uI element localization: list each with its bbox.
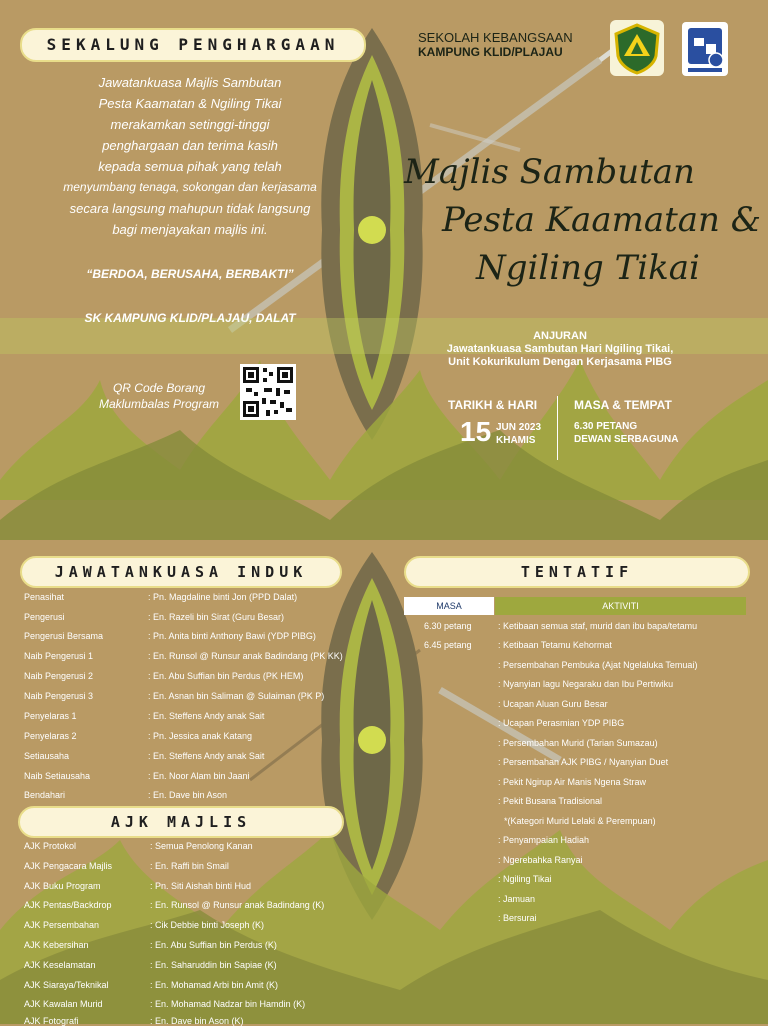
committee-member: : En. Steffens Andy anak Sait [148, 711, 265, 721]
ajk-member: : Semua Penolong Kanan [150, 841, 253, 851]
committee-role: Penyelaras 2 [24, 731, 77, 741]
committee-member: : En. Asnan bin Saliman @ Sulaiman (PK P) [148, 691, 325, 701]
organizer-line1: Jawatankuasa Sambutan Hari Ngiling Tikai, [446, 343, 674, 355]
committee-member: : En. Runsol @ Runsur anak Badindang (PK KK) [148, 651, 343, 661]
schedule-activity: : Jamuan [498, 894, 536, 904]
committee-role: Bendahari [24, 790, 66, 800]
gratitude-message [40, 72, 340, 240]
qr-caption [84, 380, 234, 412]
ajk-member: : Pn. Siti Aishah binti Hud [150, 881, 252, 891]
schedule-activity: : Ucapan Aluan Guru Besar [498, 699, 608, 709]
ajk-member: : En. Abu Suffian bin Perdus (K) [150, 940, 277, 950]
ajk-member: : En. Runsol @ Runsur anak Badindang (K) [150, 900, 325, 910]
ajk-role: AJK Pengacara Majlis [24, 861, 113, 871]
ajk-role: AJK Protokol [24, 841, 77, 851]
school-crest-icon [610, 20, 664, 76]
ajk-role: AJK Pentas/Backdrop [24, 900, 112, 910]
committee-role: Penasihat [24, 592, 65, 602]
ajk-role: AJK Keselamatan [24, 960, 96, 970]
committee-role: Naib Pengerusi 2 [24, 671, 94, 681]
committee-title: JAWATANKUASA INDUK [54, 563, 308, 581]
schedule-activity: : Persembahan Pembuka (Ajat Ngelaluka Temuai) [498, 660, 698, 670]
ajk-member: : En. Dave bin Ason (K) [150, 1016, 244, 1026]
event-title-line2: Pesta Kaamatan & [442, 200, 762, 240]
ajk-member: : En. Saharuddin bin Sapiae (K) [150, 960, 277, 970]
committee-member: : En. Abu Suffian bin Perdus (PK HEM) [148, 671, 304, 681]
ajk-role: AJK Buku Program [24, 881, 101, 891]
pibg-25-logo [682, 22, 728, 76]
ajk-role: AJK Kebersihan [24, 940, 89, 950]
organizer [410, 330, 710, 369]
schedule-activity: : Persembahan AJK PIBG / Nyanyian Duet [498, 757, 669, 767]
ajk-member: : En. Mohamad Arbi bin Amit (K) [150, 980, 279, 990]
committee-member: : Pn. Anita binti Anthony Bawi (YDP PIBG) [148, 631, 316, 641]
schedule-header-time: MASA [404, 597, 494, 615]
gratitude-line: bagi menjayakan majlis ini. [112, 222, 268, 237]
schedule-title: TENTATIF [520, 563, 634, 581]
schedule-activity: : Bersurai [498, 913, 537, 923]
venue-place: DEWAN SERBAGUNA [574, 434, 679, 445]
schedule-time: 6.30 petang [424, 621, 472, 631]
venue-label: MASA & TEMPAT [574, 398, 672, 412]
committee-member: : En. Noor Alam bin Jaani [148, 771, 250, 781]
committee-member: : Pn. Jessica anak Katang [148, 731, 253, 741]
date-day: 15 [460, 416, 492, 447]
schedule-activity: : Ngerebahka Ranyai [498, 855, 583, 865]
schedule-activity: : Nyanyian lagu Negaraku dan Ibu Pertiwiku [498, 679, 674, 689]
award-title-pill [20, 28, 366, 62]
committee-member: : En. Steffens Andy anak Sait [148, 751, 265, 761]
gratitude-line: menyumbang tenaga, sokongan dan kerjasama [63, 180, 317, 194]
schedule-activity: *(Kategori Murid Lelaki & Perempuan) [504, 816, 656, 826]
committee-role: Naib Pengerusi 3 [24, 691, 94, 701]
ajk-role: AJK Kawalan Murid [24, 999, 103, 1009]
signature: SK KAMPUNG KLID/PLAJAU, DALAT [84, 311, 296, 325]
gratitude-line: kepada semua pihak yang telah [98, 159, 282, 174]
gratitude-line: merakamkan setinggi-tinggi [110, 117, 270, 132]
gratitude-line: Jawatankuasa Majlis Sambutan [98, 75, 282, 90]
school-name [418, 30, 573, 59]
ajk-member: : En. Mohamad Nadzar bin Hamdin (K) [150, 999, 306, 1009]
schedule-activity: : Ketibaan Tetamu Kehormat [498, 640, 612, 650]
ajk-role: AJK Persembahan [24, 920, 100, 930]
qr-caption-line1: QR Code Borang [112, 381, 206, 395]
ajk-title-pill [18, 806, 344, 838]
committee-role: Pengerusi [24, 612, 65, 622]
venue-time: 6.30 PETANG [574, 421, 638, 432]
committee-member: : En. Razeli bin Sirat (Guru Besar) [148, 612, 285, 622]
ajk-member: : En. Raffi bin Smail [150, 861, 229, 871]
schedule-activity: : Penyampaian Hadiah [498, 835, 590, 845]
motto: “BERDOA, BERUSAHA, BERBAKTI” [86, 267, 294, 281]
schedule-activity: : Persembahan Murid (Tarian Sumazau) [498, 738, 658, 748]
schedule-activity: : Pekit Busana Tradisional [498, 796, 603, 806]
date-weekday: KHAMIS [496, 435, 536, 446]
ajk-member: : Cik Debbie binti Joseph (K) [150, 920, 265, 930]
organizer-label: ANJURAN [533, 330, 587, 342]
schedule-header-activity: AKTIVITI [495, 597, 746, 615]
event-title-line1: Majlis Sambutan [404, 152, 695, 192]
committee-member: : Pn. Magdaline binti Jon (PPD Dalat) [148, 592, 298, 602]
committee-member: : En. Dave bin Ason [148, 790, 228, 800]
committee-title-pill [20, 556, 342, 588]
date-label: TARIKH & HARI [448, 398, 538, 412]
ajk-title: AJK MAJLIS [110, 813, 252, 831]
committee-role: Naib Setiausaha [24, 771, 91, 781]
schedule-activity: : Ketibaan semua staf, murid dan ibu bapa/tetamu [498, 621, 698, 631]
committee-role: Naib Pengerusi 1 [24, 651, 94, 661]
ajk-role: AJK Siaraya/Teknikal [24, 980, 109, 990]
ajk-role: AJK Fotografi [24, 1016, 79, 1026]
schedule-activity: : Ucapan Perasmian YDP PIBG [498, 718, 625, 728]
committee-role: Pengerusi Bersama [24, 631, 104, 641]
schedule-activity: : Pekit Ngirup Air Manis Ngena Straw [498, 777, 647, 787]
gratitude-line: secara langsung mahupun tidak langsung [69, 201, 311, 216]
schedule-activity: : Ngiling Tikai [498, 874, 552, 884]
school-name-line2: KAMPUNG KLID/PLAJAU [418, 45, 563, 59]
gratitude-line: penghargaan dan terima kasih [102, 138, 278, 153]
qr-code-icon[interactable] [240, 364, 296, 420]
committee-role: Penyelaras 1 [24, 711, 77, 721]
gratitude-line: Pesta Kaamatan & Ngiling Tikai [98, 96, 282, 111]
award-title: SEKALUNG PENGHARGAAN [46, 35, 340, 54]
organizer-line2: Unit Kokurikulum Dengan Kerjasama PIBG [448, 356, 672, 368]
date-venue-divider [557, 396, 558, 460]
schedule-title-pill [404, 556, 750, 588]
committee-role: Setiausaha [24, 751, 70, 761]
schedule-time: 6.45 petang [424, 640, 472, 650]
event-title-line3: Ngiling Tikai [476, 248, 700, 288]
qr-caption-line2: Maklumbalas Program [98, 397, 220, 411]
date-month-year: JUN 2023 [496, 422, 542, 433]
school-name-line1: SEKOLAH KEBANGSAAN [418, 30, 573, 45]
